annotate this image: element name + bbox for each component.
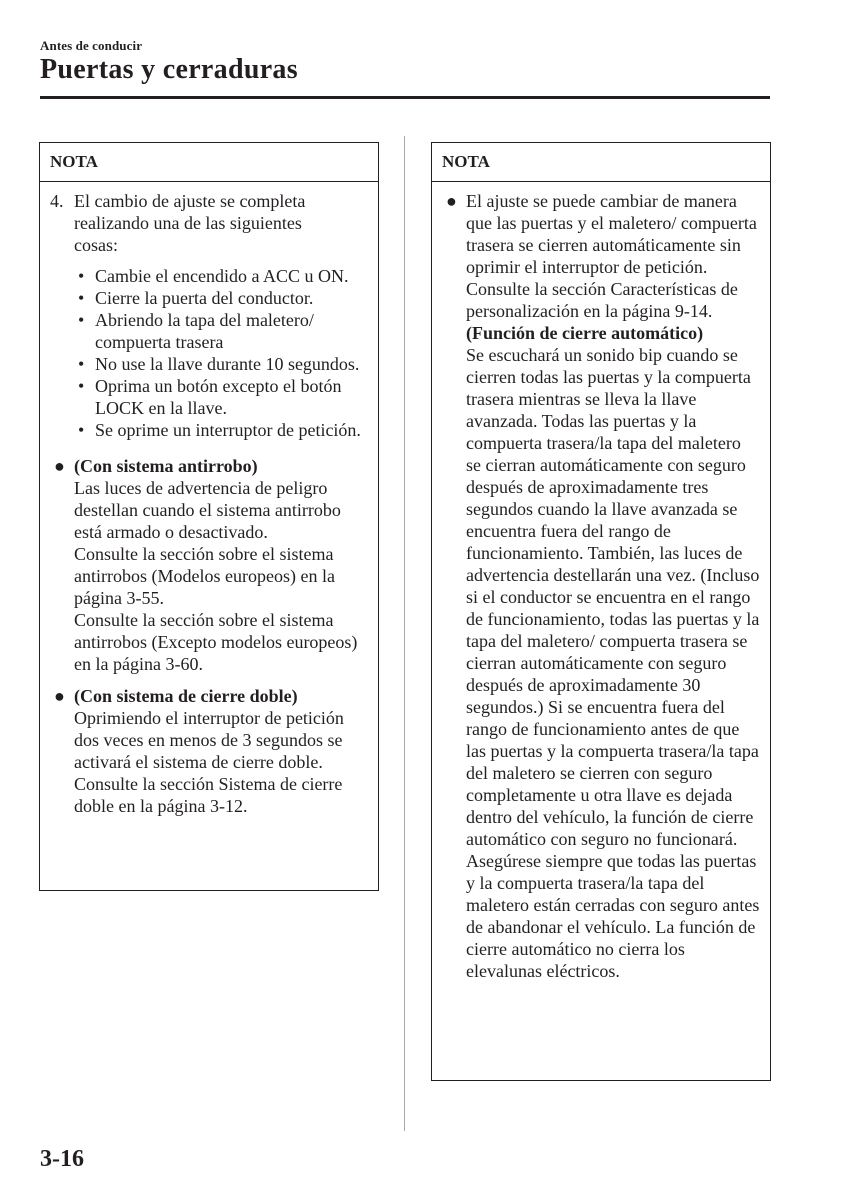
page-number: 3-16 (40, 1146, 84, 1172)
bullet-reference: Consulte la sección Características de personalización en la página 9-14. (466, 279, 738, 321)
bullet-line: Las luces de advertencia de peligro destellan cuando el sistema antirrobo está armado o desactivado. (74, 478, 341, 542)
note-box-left (39, 142, 379, 891)
bullet-title: (Con sistema de cierre doble) (74, 686, 298, 706)
header-rule (40, 96, 770, 99)
sub-item-text: Se oprime un interruptor de petición. (95, 420, 361, 440)
bullet-body: Se escuchará un sonido bip cuando se cierren todas las puertas y la compuerta trasera mientras se lleva la llave avanzada. Todas las puertas y la compuerta trasera/la tapa del maletero se cierran automáticamente con seguro después de aproximadamente tres segundos cuando la llave avanzada se encuentra fuera del rango de funcionamiento. También, las luces de advertencia destellarán una vez. (Incluso si el conductor se encuentra en el rango de funcionamiento, todas las puertas y la tapa del maletero/ compuerta trasera se cierran automáticamente con seguro después de aproximadamente 30 segundos.) Si se encuentra fuera del rango de funcionamiento antes de que las puertas y la compuerta trasera/la tapa del maletero se cierren con seguro completamente u otra llave es dejada dentro del vehículo, la función de cierre automático con seguro no funcionará. Asegúrese siempre que todas las puertas y la compuerta trasera/la tapa del maletero están cerradas con seguro antes de abandonar el vehículo. La función de cierre automático no cierra los elevalunas eléctricos. (466, 345, 760, 981)
bullet-dot-icon: • (78, 288, 85, 308)
sub-item (74, 309, 368, 353)
bullet-icon: ● (54, 686, 65, 706)
sub-item-text: Cambie el encendido a ACC u ON. (95, 266, 349, 286)
note-heading: NOTA (432, 143, 770, 182)
sub-item (74, 287, 368, 309)
bullet-intro: El ajuste se puede cambiar de manera que las puertas y el maletero/ compuerta trasera se cierren automáticamente sin oprimir el interruptor de petición. (466, 191, 757, 277)
sub-item (74, 419, 368, 441)
sub-item-text: Oprima un botón excepto el botón LOCK en la llave. (95, 376, 342, 418)
page-title: Puertas y cerraduras (40, 54, 298, 85)
bullet-line: Consulte la sección Sistema de cierre doble en la página 3-12. (74, 774, 343, 816)
bullet-dot-icon: • (78, 310, 85, 330)
bullet-icon: ● (446, 191, 457, 211)
bullet-title: (Con sistema antirrobo) (74, 456, 258, 476)
bullet-double-lock (50, 685, 368, 817)
sub-item (74, 265, 368, 287)
bullet-dot-icon: • (78, 376, 85, 396)
note-body (432, 182, 770, 982)
note-heading: NOTA (40, 143, 378, 182)
column-divider (404, 136, 405, 1131)
bullet-dot-icon: • (78, 354, 85, 374)
bullet-subtitle: (Función de cierre automático) (466, 323, 704, 343)
item-number: 4. (50, 191, 64, 211)
note-body (40, 182, 378, 817)
sub-item-text: Cierre la puerta del conductor. (95, 288, 314, 308)
sub-list (74, 265, 368, 441)
bullet-antitheft (50, 455, 368, 675)
bullet-icon: ● (54, 456, 65, 476)
item-text: El cambio de ajuste se completa realizando una de las siguientes cosas: (74, 191, 306, 255)
sub-item (74, 353, 368, 375)
section-label: Antes de conducir (40, 38, 143, 53)
bullet-auto-lock (442, 190, 760, 982)
bullet-dot-icon: • (78, 266, 85, 286)
sub-item (74, 375, 368, 419)
sub-item-text: No use la llave durante 10 segundos. (95, 354, 360, 374)
bullet-line: Consulte la sección sobre el sistema antirrobos (Excepto modelos europeos) en la página 3-60. (74, 610, 358, 674)
bullet-dot-icon: • (78, 420, 85, 440)
sub-item-text: Abriendo la tapa del maletero/ compuerta trasera (95, 310, 314, 352)
bullet-line: Consulte la sección sobre el sistema antirrobos (Modelos europeos) en la página 3-55. (74, 544, 335, 608)
note-box-right (431, 142, 771, 1081)
bullet-line: Oprimiendo el interruptor de petición dos veces en menos de 3 segundos se activará el sistema de cierre doble. (74, 708, 344, 772)
numbered-item-4 (50, 190, 368, 441)
